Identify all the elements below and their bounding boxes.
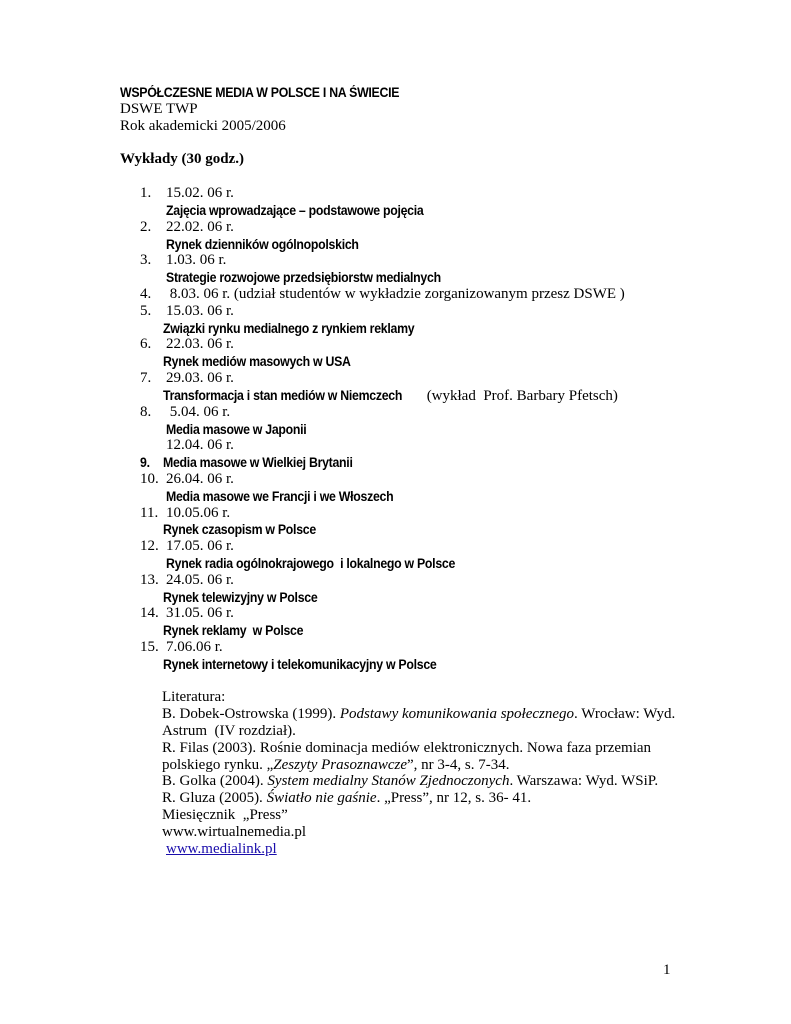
- item-topic: Rynek internetowy i telekomunikacyjny w Polsce: [163, 657, 437, 672]
- item-number: 1.: [140, 185, 152, 201]
- item-topic: Transformacja i stan mediów w Niemczech: [163, 388, 403, 403]
- literature-entry: R. Gluza (2005). Światło nie gaśnie. „Press”, nr 12, s. 36- 41.: [162, 790, 532, 806]
- item-topic: Strategie rozwojowe przedsiębiorstw medialnych: [166, 270, 441, 285]
- organization: DSWE TWP: [120, 101, 198, 117]
- academic-year: Rok akademicki 2005/2006: [120, 118, 286, 134]
- item-topic: Media masowe we Francji i we Włoszech: [166, 489, 394, 504]
- item-number: 12.: [140, 538, 159, 554]
- item-number: 3.: [140, 252, 152, 268]
- page-number: 1: [663, 962, 671, 978]
- item-date: 22.03. 06 r.: [166, 336, 234, 352]
- item-date: 15.03. 06 r.: [166, 303, 234, 319]
- item-topic: Związki rynku medialnego z rynkiem reklamy: [163, 321, 415, 336]
- item-topic: Rynek telewizyjny w Polsce: [163, 590, 318, 605]
- literature-heading: Literatura:: [162, 689, 226, 705]
- item-number: 9.: [140, 455, 150, 470]
- item-topic: Media masowe w Wielkiej Brytanii: [163, 455, 353, 470]
- item-note: (wykład Prof. Barbary Pfetsch): [422, 388, 618, 404]
- item-date: 22.02. 06 r.: [166, 219, 234, 235]
- item-topic: Rynek reklamy w Polsce: [163, 623, 304, 638]
- item-date: 29.03. 06 r.: [166, 370, 234, 386]
- item-topic: Rynek czasopism w Polsce: [163, 522, 316, 537]
- item-number: 11.: [140, 505, 159, 521]
- item-number: 15.: [140, 639, 159, 655]
- lectures-heading: Wykłady (30 godz.): [120, 151, 245, 167]
- item-number: 4.: [140, 286, 152, 302]
- item-topic: Zajęcia wprowadzające – podstawowe pojęcia: [166, 203, 424, 218]
- item-date: 15.02. 06 r.: [166, 185, 234, 201]
- document-title: WSPÓŁCZESNE MEDIA W POLSCE I NA ŚWIECIE: [120, 85, 400, 100]
- literature-entry: R. Filas (2003). Rośnie dominacja mediów elektronicznych. Nowa faza przemian: [162, 740, 652, 756]
- item-number: 6.: [140, 336, 152, 352]
- item-date: 24.05. 06 r.: [166, 572, 234, 588]
- item-date: 7.06.06 r.: [166, 639, 223, 655]
- item-number: 8.: [140, 404, 152, 420]
- item-number: 5.: [140, 303, 152, 319]
- item-topic: Rynek radia ogólnokrajowego i lokalnego w Polsce: [166, 556, 456, 571]
- item-date: 31.05. 06 r.: [166, 605, 234, 621]
- item-number: 7.: [140, 370, 152, 386]
- item-date: 1.03. 06 r.: [166, 252, 227, 268]
- item-number: 2.: [140, 219, 152, 235]
- item-number: 10.: [140, 471, 159, 487]
- literature-entry: B. Dobek-Ostrowska (1999). Podstawy komunikowania społecznego. Wrocław: Wyd.: [162, 706, 676, 722]
- literature-entry: polskiego rynku. „Zeszyty Prasoznawcze”, nr 3-4, s. 7-34.: [162, 757, 510, 773]
- item-topic: Media masowe w Japonii: [166, 422, 307, 437]
- item-date: 10.05.06 r.: [166, 505, 231, 521]
- item-date: 17.05. 06 r.: [166, 538, 234, 554]
- literature-entry: Astrum (IV rozdział).: [162, 723, 296, 739]
- item-topic: Rynek mediów masowych w USA: [163, 354, 351, 369]
- item-number: 13.: [140, 572, 159, 588]
- item-date: 5.04. 06 r.: [166, 404, 231, 420]
- literature-entry: Miesięcznik „Press”: [162, 807, 288, 823]
- literature-entry: B. Golka (2004). System medialny Stanów Zjednoczonych. Warszawa: Wyd. WSiP.: [162, 773, 659, 789]
- item-date: 12.04. 06 r.: [166, 437, 234, 453]
- medialink-link[interactable]: www.medialink.pl: [166, 841, 277, 857]
- literature-entry: [166, 841, 277, 858]
- item-date: 8.03. 06 r. (udział studentów w wykładzie zorganizowanym przesz DSWE ): [166, 286, 625, 302]
- item-date: 26.04. 06 r.: [166, 471, 234, 487]
- item-number: 14.: [140, 605, 159, 621]
- literature-entry: www.wirtualnemedia.pl: [162, 824, 306, 840]
- item-topic: Rynek dzienników ogólnopolskich: [166, 237, 359, 252]
